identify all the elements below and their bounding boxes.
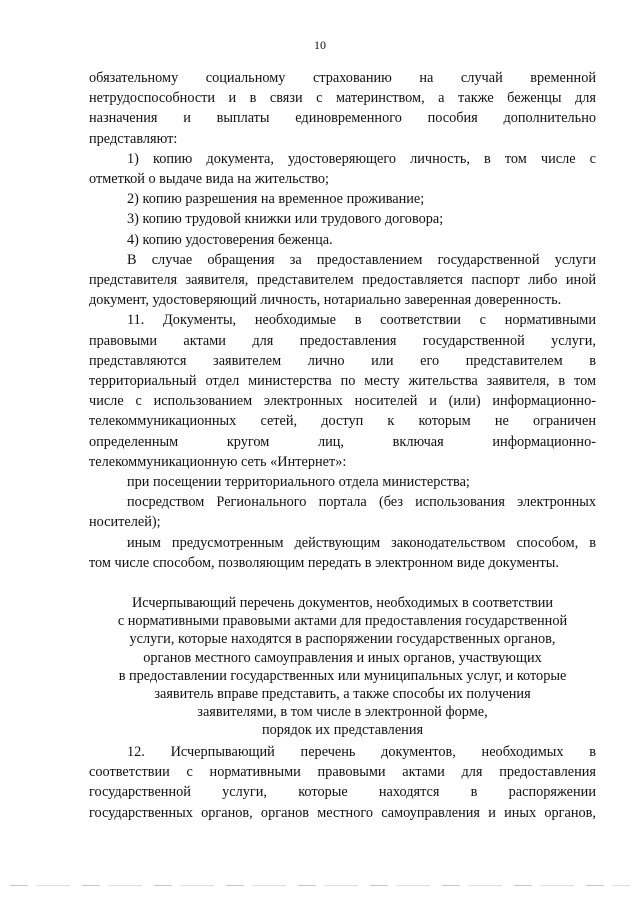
page-number: 10 <box>314 38 326 52</box>
text-line: представителя заявителя, представителем предоставляется паспорт либо иной <box>89 272 596 289</box>
heading-line: органов местного самоуправления и иных органов, участвующих <box>143 649 542 666</box>
list-item: 3) копию трудовой книжки или трудового договора; <box>127 211 444 228</box>
representative-paragraph: В случае обращения за предоставлением государственной услуги <box>127 251 596 268</box>
method-item: при посещении территориального отдела министерства; <box>127 474 470 491</box>
method-item: посредством Регионального портала (без использования электронных <box>127 494 596 511</box>
item-12 <box>89 742 596 823</box>
list-item: 1) копию документа, удостоверяющего личность, в том числе с <box>127 150 596 167</box>
heading-line: заявитель вправе представить, а также способы их получения <box>154 686 531 703</box>
text-line: телекоммуникационных сетей, доступ к которым не ограничен <box>89 413 596 430</box>
method-item: иным предусмотренным действующим законодательством способом, в <box>127 534 596 551</box>
heading-line: услуги, которые находятся в распоряжении государственных органов, <box>129 631 556 648</box>
text-line: телекоммуникационную сеть «Интернет»: <box>89 453 347 470</box>
text-line: назначения и выплаты единовременного пособия дополнительно <box>89 110 596 127</box>
section-heading <box>89 594 596 740</box>
list-item: 2) копию разрешения на временное проживание; <box>127 191 425 208</box>
heading-line: Исчерпывающий перечень документов, необходимых в соответствии <box>131 595 554 611</box>
scan-artifact-line <box>10 885 630 886</box>
text-line: документ, удостоверяющий личность, нотариально заверенная доверенность. <box>89 292 562 309</box>
list-item-cont: отметкой о выдаче вида на жительство; <box>89 171 329 188</box>
method-item-cont: том числе способом, позволяющим передать в электронном виде документы. <box>89 554 559 571</box>
heading-line: заявителями, в том числе в электронной форме, <box>197 704 488 721</box>
text-line: территориальный отдел министерства по месту жительства заявителя, в том <box>89 373 596 390</box>
text-line: определенным кругом лиц, включая информационно- <box>89 433 596 450</box>
text-line: обязательному социальному страхованию на случай временной <box>89 70 596 86</box>
item-11: 11. Документы, необходимые в соответствии с нормативными <box>127 312 596 329</box>
text-line: представляют: <box>89 130 178 147</box>
heading-line: с нормативными правовыми актами для предоставления государственной <box>117 613 568 630</box>
heading-line: порядок их представления <box>261 722 424 739</box>
text-line: числе с использованием электронных носителей и (или) информационно- <box>89 393 596 410</box>
heading-line: в предоставлении государственных или муниципальных услуг, и которые <box>118 667 567 684</box>
text-line: соответствии с нормативными правовыми актами для предоставления <box>89 764 596 781</box>
body-text <box>89 68 596 573</box>
text-line: представляются заявителем лично или его представителем в <box>89 352 596 369</box>
method-item-cont: носителей); <box>89 514 161 531</box>
list-item: 4) копию удостоверения беженца. <box>127 231 333 248</box>
text-line: государственной услуги, которые находятся в распоряжении <box>89 784 596 801</box>
text-line: 12. Исчерпывающий перечень документов, необходимых в <box>127 744 596 760</box>
text-line: нетрудоспособности и в связи с материнством, а также беженцы для <box>89 90 596 107</box>
text-line: государственных органов, органов местного самоуправления и иных органов, <box>89 804 596 821</box>
text-line: правовыми актами для предоставления государственной услуги, <box>89 332 596 349</box>
